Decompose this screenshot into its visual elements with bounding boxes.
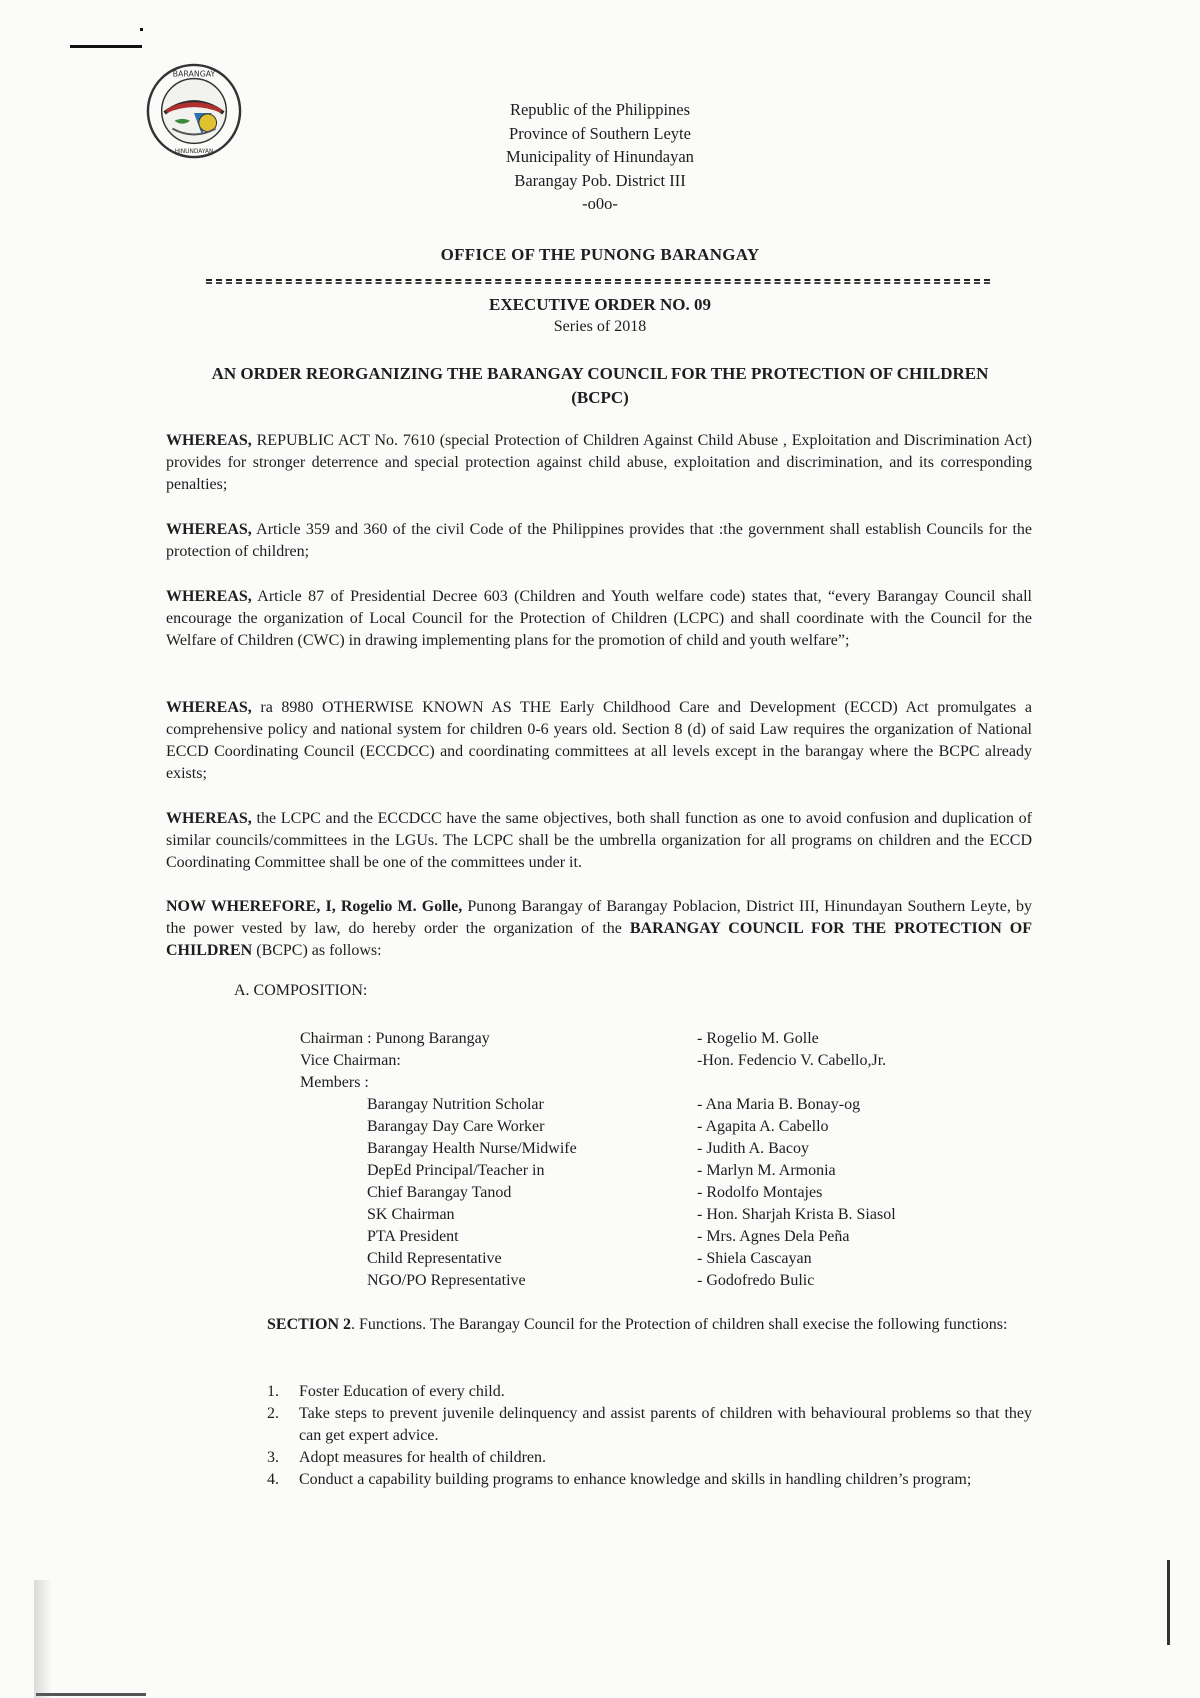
functions-list: [267, 1381, 1032, 1491]
members-label: Members :: [300, 1074, 369, 1091]
member-role: Barangay Day Care Worker: [367, 1118, 545, 1135]
member-role: Barangay Health Nurse/Midwife: [367, 1140, 577, 1157]
member-role: NGO/PO Representative: [367, 1272, 526, 1289]
member-role: Chief Barangay Tanod: [367, 1184, 512, 1201]
function-number: 2.: [267, 1405, 279, 1422]
svg-text:HINUNDAYAN: HINUNDAYAN: [174, 149, 214, 156]
composition-names: [697, 1028, 1027, 1292]
chairman-name: - Rogelio M. Golle: [697, 1030, 819, 1047]
now-wherefore-lead: NOW WHEREFORE, I, Rogelio M. Golle,: [166, 898, 463, 915]
now-wherefore-text: Punong Barangay of Barangay Poblacion, District III, Hinundayan Southern Leyte, by the power vested by law, do hereby order the organization of the: [166, 898, 1032, 937]
whereas-text: Article 359 and 360 of the civil Code of the Philippines provides that :the government shall establish Councils for the protection of children;: [166, 521, 1032, 560]
whereas-text: Article 87 of Presidential Decree 603 (Children and Youth welfare code) states that, “every Barangay Council shall encourage the organization of Local Council for the Protection of Children (LCPC) and shall coordinate with the Council for the Welfare of Children (CWC) in drawing implementing plans for the promotion of child and youth welfare”;: [166, 588, 1032, 649]
function-item: [267, 1447, 1032, 1469]
letterhead-line: Province of Southern Leyte: [509, 123, 691, 143]
letterhead: [400, 98, 800, 216]
whereas-text: REPUBLIC ACT No. 7610 (special Protection of Children Against Child Abuse , Exploitation and Discrimination Act) provides for stronger deterrence and special protection against child abuse, exploitation and discrimination, and its corresponding penalties;: [166, 432, 1032, 493]
member-name: - Hon. Sharjah Krista B. Siasol: [697, 1206, 896, 1223]
member-role: SK Chairman: [367, 1206, 455, 1223]
double-rule-divider: [206, 279, 990, 284]
order-title: [160, 362, 1040, 410]
svg-text:BARANGAY: BARANGAY: [172, 69, 216, 79]
office-title: OFFICE OF THE PUNONG BARANGAY: [440, 245, 760, 264]
function-item: [267, 1469, 1032, 1491]
scan-shadow: [34, 1580, 52, 1698]
executive-order-number: EXECUTIVE ORDER NO. 09: [489, 295, 711, 314]
function-item: [267, 1381, 1032, 1403]
scan-mark: [140, 28, 143, 31]
whereas-lead: WHEREAS,: [166, 432, 252, 449]
function-item: [267, 1403, 1032, 1447]
letterhead-line: Barangay Pob. District III: [514, 170, 686, 190]
now-wherefore-paragraph: [166, 896, 1032, 962]
letterhead-separator: -o0o-: [582, 194, 618, 213]
member-role: PTA President: [367, 1228, 459, 1245]
member-name: - Godofredo Bulic: [697, 1272, 815, 1289]
vice-chairman-name: -Hon. Fedencio V. Cabello,Jr.: [697, 1052, 887, 1069]
composition-heading: A. COMPOSITION:: [234, 982, 368, 999]
chairman-label: Chairman : Punong Barangay: [300, 1030, 490, 1047]
scan-mark: [36, 1693, 146, 1696]
now-wherefore-tail: (BCPC) as follows:: [252, 942, 382, 959]
whereas-lead: WHEREAS,: [166, 699, 252, 716]
whereas-lead: WHEREAS,: [166, 810, 252, 827]
whereas-paragraph: [166, 697, 1032, 785]
section-2-text: . Functions. The Barangay Council for the Protection of children shall execise the following functions:: [351, 1316, 1008, 1333]
whereas-lead: WHEREAS,: [166, 521, 252, 538]
executive-order-series: Series of 2018: [553, 318, 647, 335]
council-name: BARANGAY COUNCIL FOR THE PROTECTION OF CHILDREN: [166, 920, 1033, 959]
member-role: Child Representative: [367, 1250, 502, 1267]
whereas-paragraph: [166, 430, 1032, 496]
member-role: DepEd Principal/Teacher in: [367, 1162, 545, 1179]
function-text: Adopt measures for health of children.: [299, 1449, 547, 1466]
whereas-paragraph: [166, 808, 1032, 874]
order-title-line: AN ORDER REORGANIZING THE BARANGAY COUNCIL FOR THE PROTECTION OF CHILDREN: [211, 364, 989, 383]
letterhead-line: Municipality of Hinundayan: [506, 147, 694, 166]
function-number: 3.: [267, 1449, 279, 1466]
member-name: - Rodolfo Montajes: [697, 1184, 823, 1201]
member-name: - Shiela Cascayan: [697, 1250, 812, 1267]
member-name: - Marlyn M. Armonia: [697, 1162, 836, 1179]
member-name: - Ana Maria B. Bonay-og: [697, 1096, 861, 1113]
function-text: Conduct a capability building programs to enhance knowledge and skills in handling children’s program;: [299, 1471, 972, 1488]
whereas-paragraph: [166, 586, 1032, 652]
function-text: Foster Education of every child.: [299, 1383, 505, 1400]
barangay-seal-logo: [145, 62, 243, 160]
order-title-line: (BCPC): [571, 388, 629, 407]
members-spacer: [697, 1072, 1027, 1094]
member-name: - Mrs. Agnes Dela Peña: [697, 1228, 850, 1245]
function-number: 1.: [267, 1383, 279, 1400]
whereas-lead: WHEREAS,: [166, 588, 252, 605]
function-text: Take steps to prevent juvenile delinquency and assist parents of children with behavioural problems so that they can get expert advice.: [299, 1405, 1032, 1444]
letterhead-line: Republic of the Philippines: [509, 100, 691, 119]
scan-mark: [70, 45, 142, 48]
member-role: Barangay Nutrition Scholar: [367, 1096, 544, 1113]
section-2-lead: SECTION 2: [267, 1316, 352, 1333]
whereas-text: the LCPC and the ECCDCC have the same objectives, both shall function as one to avoid confusion and duplication of similar councils/committees in the LGUs. The LCPC shall be the umbrella organization for all programs on children and the ECCD Coordinating Committee shall be one of the committees under it.: [166, 810, 1032, 871]
member-name: - Agapita A. Cabello: [697, 1118, 829, 1135]
function-number: 4.: [267, 1471, 279, 1488]
member-name: - Judith A. Bacoy: [697, 1140, 809, 1157]
section-2-paragraph: [267, 1314, 1032, 1336]
scan-mark: [1167, 1560, 1170, 1645]
composition-roles: [300, 1028, 660, 1292]
vice-chairman-label: Vice Chairman:: [300, 1052, 401, 1069]
whereas-text: ra 8980 OTHERWISE KNOWN AS THE Early Childhood Care and Development (ECCD) Act promulgates a comprehensive policy and national system for children 0-6 years old. Section 8 (d) of said Law requires the organization of National ECCD Coordinating Council (ECCDCC) and coordinating committees at all levels except in the barangay where the BCPC already exists;: [166, 699, 1032, 782]
whereas-paragraph: [166, 519, 1032, 563]
